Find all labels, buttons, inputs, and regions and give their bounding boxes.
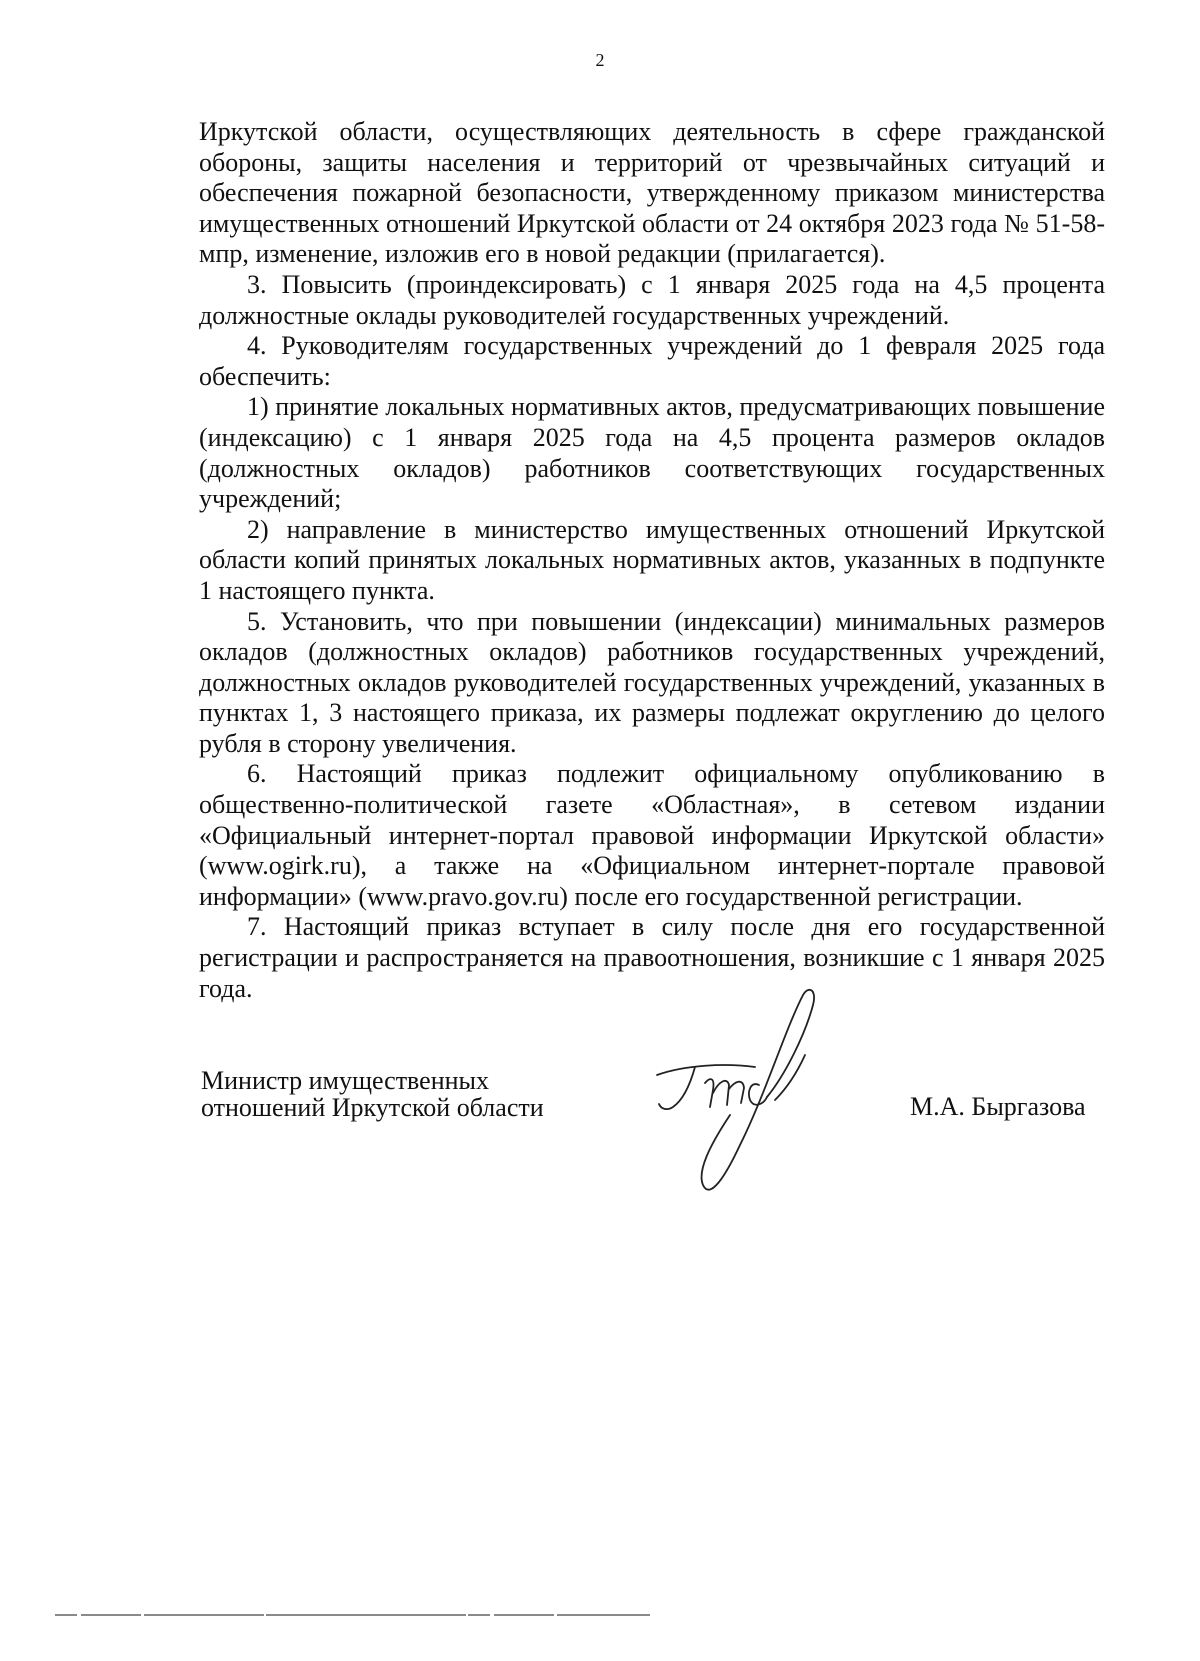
paragraph-5: 5. Установить, что при повышении (индексации) минимальных размеров окладов (должностных окладов) работников государственных учреждений, должностных окладов руководителей государственных учреждений, указанных в пунктах 1, 3 настоящего приказа, их размеры подлежат округлению до целого рубля в сторону увеличения. <box>199 606 1105 758</box>
paragraph-7: 7. Настоящий приказ вступает в силу после дня его государственной регистрации и распространяется на правоотношения, возникшие с 1 января 2025 года. <box>199 912 1105 1003</box>
signer-title-line-2: отношений Иркутской области <box>201 1093 544 1122</box>
subparagraph-4-2: 2) направление в министерство имущественных отношений Иркутской области копий принятых локальных нормативных актов, указанных в подпункте 1 настоящего пункта. <box>199 514 1105 605</box>
document-body <box>199 117 1105 1004</box>
handwritten-signature-icon <box>655 985 865 1200</box>
footer-divider <box>55 1614 650 1616</box>
page-number: 2 <box>595 50 605 70</box>
signer-title <box>201 1067 544 1121</box>
paragraph-3: 3. Повысить (проиндексировать) с 1 января 2025 года на 4,5 процента должностные оклады руководителей государственных учреждений. <box>199 269 1105 330</box>
signer-name: М.А. Быргазова <box>910 1092 1086 1121</box>
signer-title-line-1: Министр имущественных <box>201 1066 490 1095</box>
paragraph: Иркутской области, осуществляющих деятельность в сфере гражданской обороны, защиты населения и территорий от чрезвычайных ситуаций и обеспечения пожарной безопасности, утвержденному приказом министерства имущественных отношений Иркутской области от 24 октября 2023 года № 51-58-мпр, изменение, изложив его в новой редакции (прилагается). <box>199 117 1105 269</box>
paragraph-4: 4. Руководителям государственных учреждений до 1 февраля 2025 года обеспечить: <box>199 331 1105 391</box>
subparagraph-4-1: 1) принятие локальных нормативных актов, предусматривающих повышение (индексацию) с 1 января 2025 года на 4,5 процента размеров окладов (должностных окладов) работников соответствующих государственных учреждений; <box>199 392 1105 514</box>
paragraph-6: 6. Настоящий приказ подлежит официальному опубликованию в общественно-политической газете «Областная», в сетевом издании «Официальный интернет-портал правовой информации Иркутской области» (www.ogirk.ru), а также на «Официальном интернет-портале правовой информации» (www.pravo.gov.ru) после его государственной регистрации. <box>199 759 1105 911</box>
